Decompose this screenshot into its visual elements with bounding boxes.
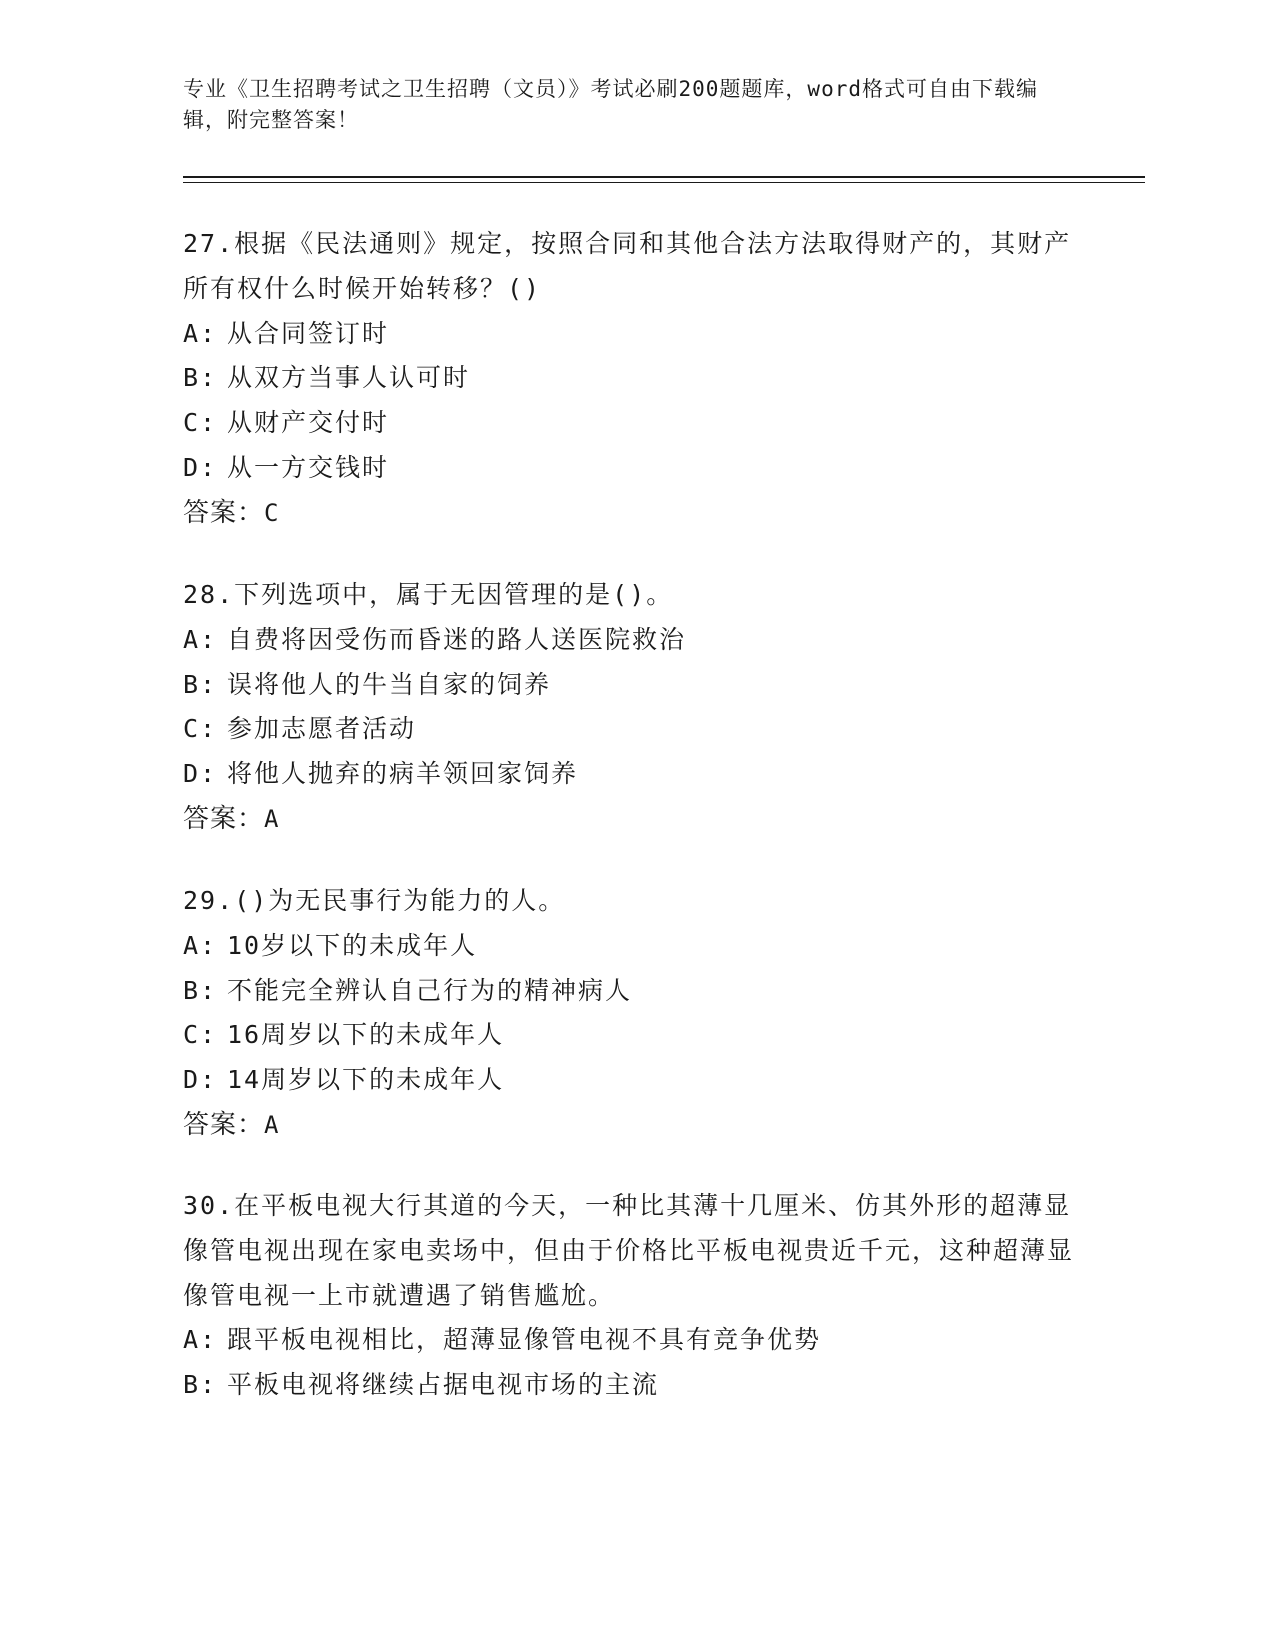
option-a <box>183 312 1083 357</box>
option-key: B: <box>183 363 218 393</box>
option-key: C: <box>183 408 218 438</box>
option-key: B: <box>183 975 218 1005</box>
option-key: A: <box>183 1325 218 1355</box>
option-a <box>183 618 1083 663</box>
option-key: D: <box>183 1065 218 1095</box>
option-b <box>183 1363 1083 1408</box>
option-text: 从一方交钱时 <box>227 452 390 482</box>
option-text: 将他人抛弃的病羊领回家饲养 <box>227 759 579 789</box>
option-text: 10岁以下的未成年人 <box>227 930 478 960</box>
option-text: 平板电视将继续占据电视市场的主流 <box>227 1370 660 1400</box>
option-c <box>183 401 1083 446</box>
option-key: B: <box>183 669 218 699</box>
option-text: 自费将因受伤而昏迷的路人送医院救治 <box>227 624 687 654</box>
answer-value: A <box>264 804 280 833</box>
header-divider-thick <box>183 176 1145 178</box>
option-text: 14周岁以下的未成年人 <box>227 1065 505 1095</box>
option-key: B: <box>183 1370 218 1400</box>
option-b <box>183 969 1083 1014</box>
question-29 <box>183 879 1083 1148</box>
option-d <box>183 1058 1083 1103</box>
answer-line <box>183 797 1083 842</box>
answer-label: 答案： <box>183 1109 265 1140</box>
option-c <box>183 1013 1083 1058</box>
option-text: 不能完全辨认自己行为的精神病人 <box>227 975 633 1005</box>
header-divider-thin <box>183 182 1145 183</box>
option-a <box>183 924 1083 969</box>
document-header: 专业《卫生招聘考试之卫生招聘（文员）》考试必刷200题题库，word格式可自由下载编辑，附完整答案！ <box>183 77 1038 132</box>
option-key: C: <box>183 714 218 744</box>
option-key: D: <box>183 759 218 789</box>
option-text: 从财产交付时 <box>227 408 390 438</box>
answer-line <box>183 491 1083 536</box>
option-d <box>183 446 1083 491</box>
option-a <box>183 1318 1083 1363</box>
question-27 <box>183 222 1083 536</box>
answer-label: 答案： <box>183 497 265 528</box>
question-30 <box>183 1184 1083 1408</box>
answer-value: C <box>264 498 280 527</box>
question-stem: 30.在平板电视大行其道的今天，一种比其薄十几厘米、仿其外形的超薄显像管电视出现在家电卖场中，但由于价格比平板电视贵近千元，这种超薄显像管电视一上市就遭遇了销售尴尬。 <box>183 1191 1075 1310</box>
option-c <box>183 707 1083 752</box>
option-b <box>183 356 1083 401</box>
option-text: 误将他人的牛当自家的饲养 <box>227 669 552 699</box>
question-stem: 28.下列选项中，属于无因管理的是()。 <box>183 580 674 609</box>
option-key: D: <box>183 452 218 482</box>
option-d <box>183 752 1083 797</box>
option-key: A: <box>183 318 218 348</box>
option-key: C: <box>183 1020 218 1050</box>
option-text: 16周岁以下的未成年人 <box>227 1020 505 1050</box>
question-stem: 27.根据《民法通则》规定，按照合同和其他合法方法取得财产的，其财产所有权什么时候开始转移？() <box>183 229 1072 303</box>
option-text: 从合同签订时 <box>227 318 390 348</box>
answer-label: 答案： <box>183 803 265 834</box>
question-28 <box>183 573 1083 842</box>
option-text: 跟平板电视相比，超薄显像管电视不具有竞争优势 <box>227 1325 822 1355</box>
option-b <box>183 663 1083 708</box>
option-key: A: <box>183 624 218 654</box>
question-stem: 29.()为无民事行为能力的人。 <box>183 886 566 915</box>
option-text: 参加志愿者活动 <box>227 714 417 744</box>
answer-value: A <box>264 1110 280 1139</box>
option-key: A: <box>183 930 218 960</box>
option-text: 从双方当事人认可时 <box>227 363 471 393</box>
answer-line <box>183 1103 1083 1148</box>
